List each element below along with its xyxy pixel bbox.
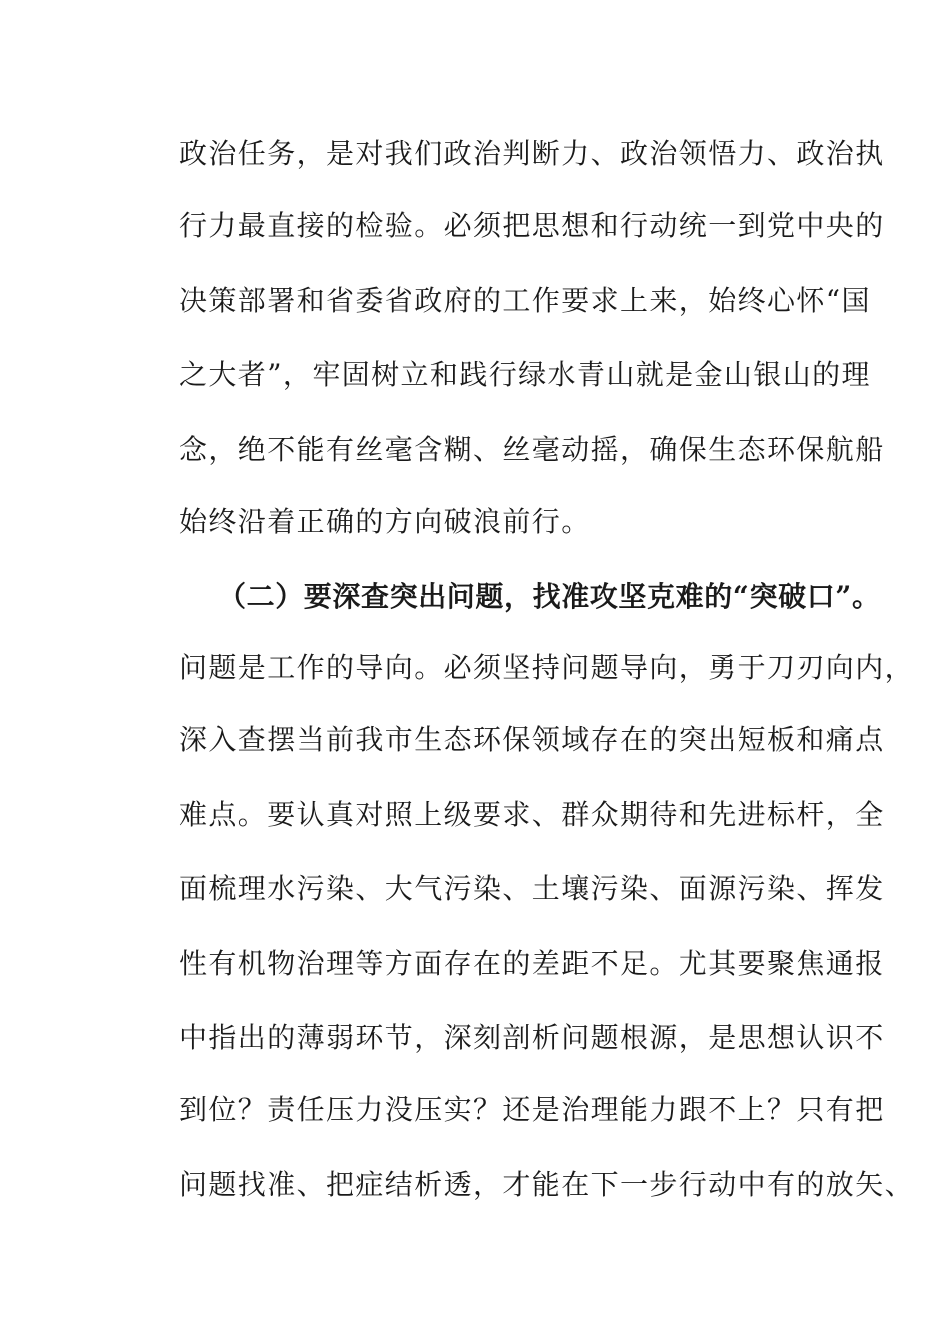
paragraph-line-6: 始终沿着正确的方向破浪前行。 [179,505,591,538]
paragraph-line-13: 到位？责任压力没压实？还是治理能力跟不上？只有把 [179,1093,885,1126]
paragraph-line-4: 之大者”，牢固树立和践行绿水青山就是金山银山的理 [179,358,871,391]
paragraph-line-2: 行力最直接的检验。必须把思想和行动统一到党中央的 [179,209,885,242]
paragraph-line-10: 面梳理水污染、大气污染、土壤污染、面源污染、挥发 [179,872,885,905]
paragraph-line-9: 难点。要认真对照上级要求、群众期待和先进标杆，全 [179,798,885,831]
paragraph-line-3: 决策部署和省委省政府的工作要求上来，始终心怀“国 [179,284,871,317]
paragraph-line-12: 中指出的薄弱环节，深刻剖析问题根源，是思想认识不 [179,1021,885,1054]
paragraph-line-5: 念，绝不能有丝毫含糊、丝毫动摇，确保生态环保航船 [179,433,885,466]
paragraph-line-1: 政治任务，是对我们政治判断力、政治领悟力、政治执 [179,137,885,170]
paragraph-line-8: 深入查摆当前我市生态环保领域存在的突出短板和痛点 [179,723,885,756]
paragraph-line-7: 问题是工作的导向。必须坚持问题导向，勇于刀刃向内， [179,651,915,684]
section-heading: （二）要深查突出问题，找准攻坚克难的“突破口”。 [218,580,881,613]
paragraph-line-11: 性有机物治理等方面存在的差距不足。尤其要聚焦通报 [179,947,885,980]
paragraph-line-14: 问题找准、把症结析透，才能在下一步行动中有的放矢、 [179,1168,915,1201]
